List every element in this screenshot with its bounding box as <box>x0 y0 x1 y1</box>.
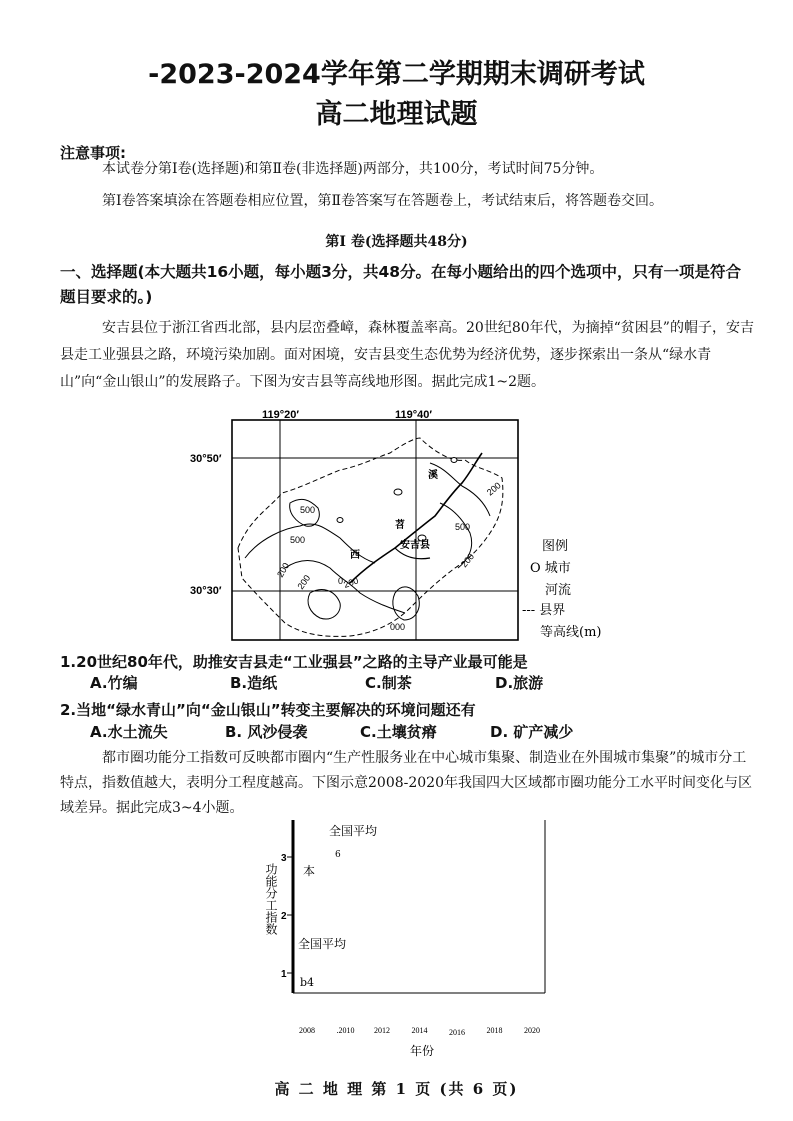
q2-option-b[interactable]: B. 风沙侵袭 <box>225 723 308 741</box>
q2-option-c[interactable]: C.土壤贫瘠 <box>360 723 437 741</box>
river-label: 西 <box>350 550 360 561</box>
x-tick-label: 2016 <box>449 1028 465 1037</box>
contour-label: 000 <box>390 622 406 632</box>
contour-label: 200 <box>484 480 503 498</box>
chart-annotation: b4 <box>300 976 315 989</box>
legend-title: 图例 <box>542 539 569 554</box>
contour-label: 500 <box>290 535 306 545</box>
river-label: 溪 <box>428 470 438 481</box>
chart-annotation: 本 <box>303 864 316 878</box>
map-lat-bottom: 30°30′ <box>190 585 222 597</box>
map-lon-left: 119°20′ <box>262 409 300 421</box>
chart-annotation: 6 <box>335 850 341 860</box>
passage-2: 都市圈功能分工指数可反映都市圈内“生产性服务业在中心城市集聚、制造业在外围城市集聚”的城市分工特点，指数值越大，表明分工程度越高。下图示意2008-2020年我国四大区域都市圈功能分工水平时间变化与区域差异。据此完成3~4小题。 <box>60 750 752 816</box>
x-tick-label: 2014 <box>411 1026 428 1035</box>
contour-label: 0 <box>338 576 344 586</box>
map-lon-right: 119°40′ <box>395 409 433 421</box>
y-tick-label: 3 <box>281 853 287 864</box>
contour-label: 200 <box>458 551 477 570</box>
contour-label: 500 <box>300 505 316 515</box>
y-axis-label: 功能分工指数 <box>265 863 278 935</box>
contour-map <box>190 408 620 646</box>
section-title: 第Ⅰ 卷(选择题共48分) <box>325 234 468 250</box>
legend-contour: 等高线(m) <box>540 625 602 640</box>
q1-option-d[interactable]: D.旅游 <box>495 674 544 692</box>
contour-label: 200 <box>295 573 313 592</box>
question-1-stem: 1.20世纪80年代，助推安吉县走“工业强县”之路的主导产业最可能是 <box>60 653 528 671</box>
notice-line-2: 第Ⅰ卷答案填涂在答题卷相应位置，第Ⅱ卷答案写在答题卷上，考试结束后，将答题卷交回。 <box>102 193 664 209</box>
x-tick-label: 2012 <box>374 1026 390 1035</box>
legend-boundary: --- 县界 <box>522 603 566 618</box>
chart-annotation: 全国平均 <box>298 937 347 951</box>
x-tick-label: 2008 <box>299 1026 315 1035</box>
q1-option-c[interactable]: C.制茶 <box>365 674 412 692</box>
y-tick-label: 2 <box>281 911 287 922</box>
notice-heading: 注意事项: <box>60 144 126 162</box>
q2-option-d[interactable]: D. 矿产减少 <box>490 723 574 741</box>
chart-svg <box>265 815 565 1065</box>
exam-subtitle: 高二地理试题 <box>315 99 478 130</box>
q1-option-a[interactable]: A.竹编 <box>90 674 138 692</box>
x-tick-label: 2018 <box>486 1026 503 1035</box>
x-tick-label: 2020 <box>524 1026 540 1035</box>
map-lat-top: 30°50′ <box>190 453 222 465</box>
chart-annotation: 全国平均 <box>329 824 378 838</box>
contour-label: 200 <box>275 560 292 579</box>
page-footer: 高 二 地 理 第 1 页 (共 6 页) <box>274 1080 519 1098</box>
contour-map-svg <box>190 408 620 646</box>
contour-label: 200 <box>342 575 360 590</box>
contour-label: 500 <box>455 522 471 532</box>
part-one-instructions: 一、选择题(本大题共16小题，每小题3分，共48分。在每小题给出的四个选项中，只有一项是符合题目要求的。) <box>60 263 742 306</box>
x-tick-label: .2010 <box>336 1026 355 1035</box>
legend-city: O 城市 <box>530 561 571 576</box>
exam-title: -2023-2024学年第二学期期末调研考试 <box>148 59 645 90</box>
question-2-stem: 2.当地“绿水青山”向“金山银山”转变主要解决的环境问题还有 <box>60 701 476 719</box>
passage-1: 安吉县位于浙江省西北部，县内层峦叠嶂，森林覆盖率高。20世纪80年代，为摘掉“贫困县”的帽子，安吉县走工业强县之路，环境污染加剧。面对困境，安吉县变生态优势为经济优势，逐步探索出一条从“绿水青山”向“金山银山”的发展路子。下图为安吉县等高线地形图。据此完成1~2题。 <box>60 320 754 390</box>
river-label: 苕 <box>395 520 405 531</box>
question-1-options <box>90 672 750 693</box>
q1-option-b[interactable]: B.造纸 <box>230 674 278 692</box>
q2-option-a[interactable]: A.水土流失 <box>90 723 168 741</box>
city-label: 安吉县 <box>400 540 430 551</box>
legend-river: 河流 <box>545 583 572 598</box>
y-tick-label: 1 <box>281 969 287 980</box>
question-2-options <box>90 721 750 742</box>
notice-line-1: 本试卷分第Ⅰ卷(选择题)和第Ⅱ卷(非选择题)两部分，共100分，考试时间75分钟。 <box>102 161 604 177</box>
x-axis-label: 年份 <box>410 1044 435 1058</box>
division-index-chart <box>265 815 565 1065</box>
